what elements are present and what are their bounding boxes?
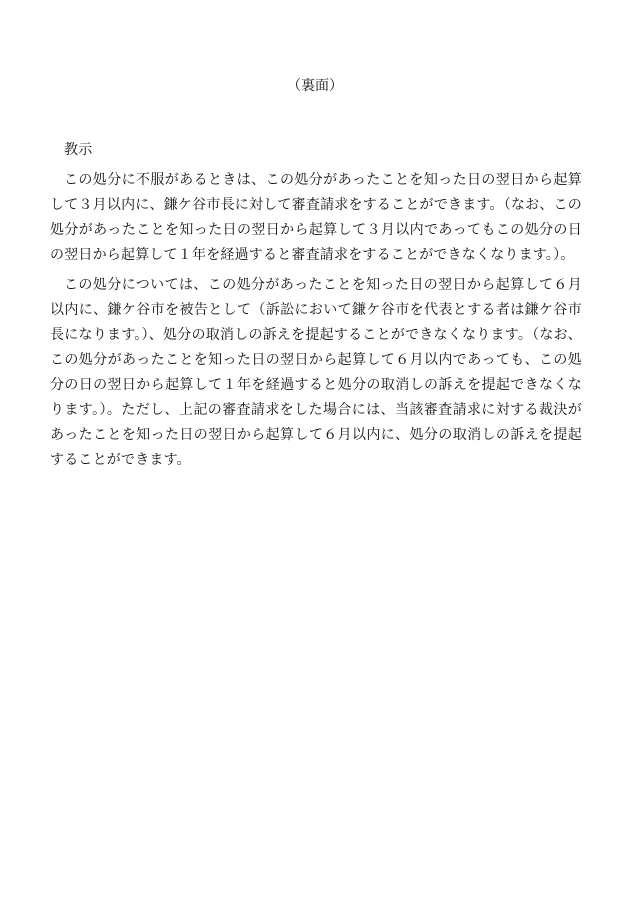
page-header bbox=[0, 76, 630, 96]
section-title: 教示 bbox=[64, 142, 93, 158]
instruction-section bbox=[50, 138, 582, 478]
header-text: （裏面） bbox=[287, 78, 343, 94]
paragraph-appeal-request: この処分に不服があるときは、この処分があったことを知った日の翌日から起算して３月以内に、鎌ケ谷市長に対して審査請求をすることができます。（なお、この処分があったことを知った日の翌日から起算して３月以内であってもこの処分の日の翌日から起算して１年を経過すると審査請求をすることができなくなります。）。 bbox=[50, 172, 582, 263]
paragraph-lawsuit: この処分については、この処分があったことを知った日の翌日から起算して６月以内に、鎌ケ谷市を被告として（訴訟において鎌ケ谷市を代表とする者は鎌ケ谷市長になります。）、処分の取消しの訴えを提起することができなくなります。（なお、この処分があったことを知った日の翌日から起算して６月以内であっても、この処分の日の翌日から起算して１年を経過すると処分の取消しの訴えを提起できなくなります。）。ただし、上記の審査請求をした場合には、当該審査請求に対する裁決があったことを知った日の翌日から起算して６月以内に、処分の取消しの訴えを提起することができます。 bbox=[50, 277, 582, 468]
